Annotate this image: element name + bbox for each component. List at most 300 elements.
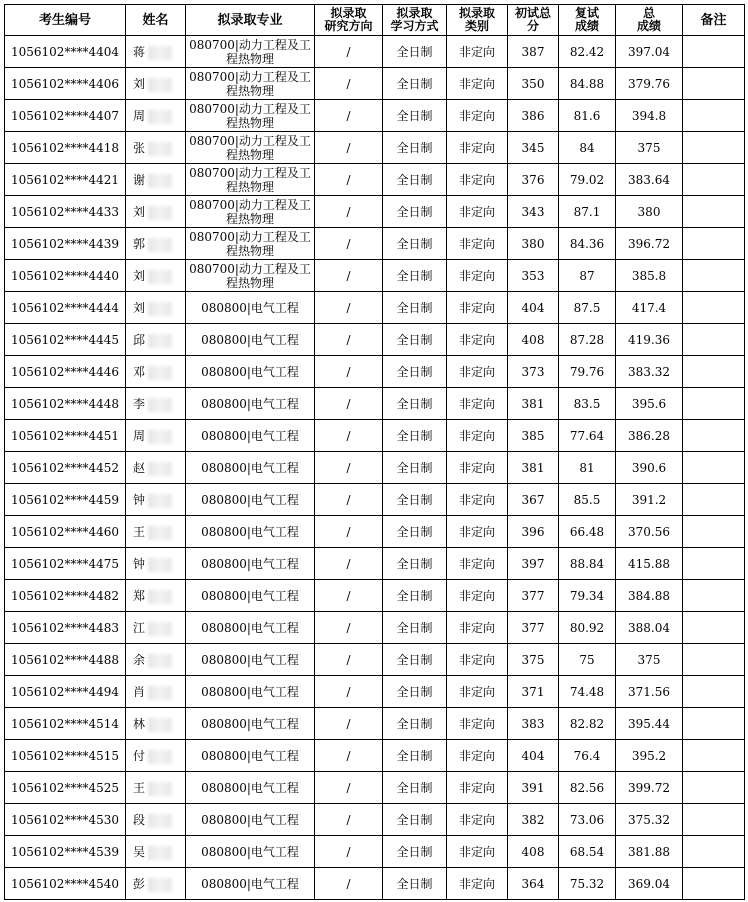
cell-category: 非定向 — [447, 676, 508, 708]
cell-major: 080800|电气工程 — [186, 484, 315, 516]
cell-category: 非定向 — [447, 548, 508, 580]
cell-direction: / — [315, 388, 383, 420]
cell-total: 419.36 — [616, 324, 683, 356]
cell-note — [683, 580, 745, 612]
cell-major: 080800|电气工程 — [186, 804, 315, 836]
cell-name — [126, 324, 186, 356]
cell-note — [683, 228, 745, 260]
name-text: 谢 — [133, 173, 146, 187]
cell-prelim: 387 — [508, 36, 559, 68]
table-row — [5, 388, 745, 420]
cell-mode: 全日制 — [383, 196, 447, 228]
name-text: 周 — [133, 429, 146, 443]
cell-retest: 77.64 — [559, 420, 616, 452]
cell-category: 非定向 — [447, 36, 508, 68]
name-redaction — [148, 398, 172, 412]
cell-total: 375 — [616, 132, 683, 164]
cell-major: 080700|动力工程及工程热物理 — [186, 132, 315, 164]
cell-name — [126, 356, 186, 388]
cell-name — [126, 804, 186, 836]
cell-name — [126, 836, 186, 868]
cell-name — [126, 484, 186, 516]
cell-id: 1056102****4439 — [5, 228, 126, 260]
cell-prelim: 371 — [508, 676, 559, 708]
table-row — [5, 548, 745, 580]
cell-name — [126, 452, 186, 484]
cell-direction: / — [315, 804, 383, 836]
header-mode: 拟录取 学习方式 — [383, 5, 447, 36]
name-redaction — [148, 46, 172, 60]
cell-mode: 全日制 — [383, 292, 447, 324]
cell-mode: 全日制 — [383, 804, 447, 836]
name-text: 邱 — [133, 333, 146, 347]
name-redaction — [148, 750, 172, 764]
cell-note — [683, 356, 745, 388]
cell-name — [126, 388, 186, 420]
cell-retest: 88.84 — [559, 548, 616, 580]
cell-id: 1056102****4421 — [5, 164, 126, 196]
cell-direction: / — [315, 484, 383, 516]
cell-retest: 84.36 — [559, 228, 616, 260]
cell-total: 375.32 — [616, 804, 683, 836]
cell-direction: / — [315, 516, 383, 548]
cell-name — [126, 292, 186, 324]
cell-direction: / — [315, 676, 383, 708]
cell-id: 1056102****4488 — [5, 644, 126, 676]
cell-id: 1056102****4406 — [5, 68, 126, 100]
cell-mode: 全日制 — [383, 260, 447, 292]
cell-note — [683, 292, 745, 324]
header-prelim: 初试总 分 — [508, 5, 559, 36]
cell-total: 379.76 — [616, 68, 683, 100]
name-text: 邓 — [133, 365, 146, 379]
table-row — [5, 484, 745, 516]
cell-note — [683, 68, 745, 100]
cell-id: 1056102****4445 — [5, 324, 126, 356]
cell-major: 080700|动力工程及工程热物理 — [186, 164, 315, 196]
cell-name — [126, 420, 186, 452]
cell-name — [126, 516, 186, 548]
name-redaction — [148, 878, 172, 892]
cell-mode: 全日制 — [383, 132, 447, 164]
table-row — [5, 772, 745, 804]
cell-direction: / — [315, 228, 383, 260]
cell-id: 1056102****4460 — [5, 516, 126, 548]
cell-retest: 82.82 — [559, 708, 616, 740]
table-row — [5, 708, 745, 740]
cell-mode: 全日制 — [383, 420, 447, 452]
cell-category: 非定向 — [447, 68, 508, 100]
cell-retest: 87.28 — [559, 324, 616, 356]
cell-category: 非定向 — [447, 196, 508, 228]
cell-major: 080700|动力工程及工程热物理 — [186, 196, 315, 228]
cell-prelim: 377 — [508, 580, 559, 612]
cell-major: 080700|动力工程及工程热物理 — [186, 260, 315, 292]
cell-note — [683, 644, 745, 676]
cell-direction: / — [315, 580, 383, 612]
name-text: 林 — [133, 717, 146, 731]
name-text: 刘 — [133, 269, 146, 283]
cell-category: 非定向 — [447, 644, 508, 676]
admission-list — [4, 4, 745, 900]
cell-major: 080800|电气工程 — [186, 740, 315, 772]
name-text: 王 — [133, 781, 146, 795]
cell-category: 非定向 — [447, 708, 508, 740]
name-redaction — [148, 334, 172, 348]
cell-category: 非定向 — [447, 356, 508, 388]
cell-id: 1056102****4515 — [5, 740, 126, 772]
cell-direction: / — [315, 324, 383, 356]
cell-major: 080800|电气工程 — [186, 356, 315, 388]
cell-major: 080800|电气工程 — [186, 548, 315, 580]
cell-name — [126, 164, 186, 196]
name-redaction — [148, 718, 172, 732]
cell-id: 1056102****4407 — [5, 100, 126, 132]
name-redaction — [148, 622, 172, 636]
table-row — [5, 100, 745, 132]
cell-prelim: 377 — [508, 612, 559, 644]
cell-prelim: 343 — [508, 196, 559, 228]
cell-direction: / — [315, 196, 383, 228]
table-row — [5, 836, 745, 868]
cell-retest: 66.48 — [559, 516, 616, 548]
cell-retest: 84.88 — [559, 68, 616, 100]
cell-category: 非定向 — [447, 836, 508, 868]
cell-retest: 75.32 — [559, 868, 616, 900]
cell-total: 381.88 — [616, 836, 683, 868]
cell-mode: 全日制 — [383, 516, 447, 548]
cell-category: 非定向 — [447, 420, 508, 452]
cell-prelim: 391 — [508, 772, 559, 804]
cell-prelim: 375 — [508, 644, 559, 676]
cell-name — [126, 228, 186, 260]
cell-note — [683, 868, 745, 900]
cell-total: 375 — [616, 644, 683, 676]
cell-major: 080800|电气工程 — [186, 420, 315, 452]
cell-direction: / — [315, 100, 383, 132]
cell-category: 非定向 — [447, 164, 508, 196]
cell-mode: 全日制 — [383, 868, 447, 900]
table-row — [5, 356, 745, 388]
cell-note — [683, 612, 745, 644]
cell-note — [683, 196, 745, 228]
cell-name — [126, 612, 186, 644]
cell-direction: / — [315, 356, 383, 388]
cell-direction: / — [315, 740, 383, 772]
cell-retest: 79.34 — [559, 580, 616, 612]
cell-major: 080800|电气工程 — [186, 772, 315, 804]
name-redaction — [148, 430, 172, 444]
cell-retest: 80.92 — [559, 612, 616, 644]
cell-major: 080800|电气工程 — [186, 676, 315, 708]
name-text: 付 — [133, 749, 146, 763]
cell-retest: 82.42 — [559, 36, 616, 68]
cell-total: 394.8 — [616, 100, 683, 132]
cell-total: 384.88 — [616, 580, 683, 612]
cell-major: 080800|电气工程 — [186, 516, 315, 548]
cell-total: 395.44 — [616, 708, 683, 740]
table-row — [5, 164, 745, 196]
cell-direction: / — [315, 548, 383, 580]
cell-mode: 全日制 — [383, 452, 447, 484]
cell-retest: 75 — [559, 644, 616, 676]
name-text: 刘 — [133, 77, 146, 91]
header-direction: 拟录取 研究方向 — [315, 5, 383, 36]
name-redaction — [148, 78, 172, 92]
cell-note — [683, 516, 745, 548]
cell-retest: 81.6 — [559, 100, 616, 132]
cell-category: 非定向 — [447, 324, 508, 356]
cell-mode: 全日制 — [383, 580, 447, 612]
cell-id: 1056102****4539 — [5, 836, 126, 868]
cell-id: 1056102****4433 — [5, 196, 126, 228]
cell-major: 080800|电气工程 — [186, 836, 315, 868]
cell-id: 1056102****4459 — [5, 484, 126, 516]
table-row — [5, 612, 745, 644]
cell-prelim: 404 — [508, 292, 559, 324]
table-row — [5, 740, 745, 772]
cell-direction: / — [315, 260, 383, 292]
header-retest: 复试 成绩 — [559, 5, 616, 36]
cell-id: 1056102****4452 — [5, 452, 126, 484]
name-text: 李 — [133, 397, 146, 411]
table-row — [5, 580, 745, 612]
name-text: 张 — [133, 141, 146, 155]
cell-total: 370.56 — [616, 516, 683, 548]
cell-total: 395.2 — [616, 740, 683, 772]
name-text: 蒋 — [133, 45, 146, 59]
cell-total: 369.04 — [616, 868, 683, 900]
cell-category: 非定向 — [447, 132, 508, 164]
cell-mode: 全日制 — [383, 836, 447, 868]
cell-total: 388.04 — [616, 612, 683, 644]
header-id: 考生编号 — [5, 5, 126, 36]
cell-mode: 全日制 — [383, 548, 447, 580]
name-redaction — [148, 270, 172, 284]
cell-name — [126, 100, 186, 132]
cell-prelim: 381 — [508, 452, 559, 484]
name-redaction — [148, 814, 172, 828]
cell-direction: / — [315, 868, 383, 900]
cell-retest: 68.54 — [559, 836, 616, 868]
name-text: 郭 — [133, 237, 146, 251]
cell-name — [126, 132, 186, 164]
cell-retest: 73.06 — [559, 804, 616, 836]
cell-mode: 全日制 — [383, 612, 447, 644]
cell-note — [683, 484, 745, 516]
table-row — [5, 36, 745, 68]
cell-direction: / — [315, 132, 383, 164]
name-text: 王 — [133, 525, 146, 539]
cell-note — [683, 676, 745, 708]
cell-retest: 87.1 — [559, 196, 616, 228]
cell-total: 390.6 — [616, 452, 683, 484]
cell-prelim: 350 — [508, 68, 559, 100]
cell-note — [683, 548, 745, 580]
name-redaction — [148, 686, 172, 700]
name-text: 周 — [133, 109, 146, 123]
cell-id: 1056102****4475 — [5, 548, 126, 580]
name-text: 彭 — [133, 877, 146, 891]
table-row — [5, 644, 745, 676]
cell-total: 385.8 — [616, 260, 683, 292]
cell-retest: 81 — [559, 452, 616, 484]
cell-major: 080800|电气工程 — [186, 612, 315, 644]
name-redaction — [148, 782, 172, 796]
cell-category: 非定向 — [447, 388, 508, 420]
cell-id: 1056102****4483 — [5, 612, 126, 644]
cell-category: 非定向 — [447, 772, 508, 804]
cell-prelim: 397 — [508, 548, 559, 580]
cell-prelim: 367 — [508, 484, 559, 516]
cell-mode: 全日制 — [383, 36, 447, 68]
cell-major: 080800|电气工程 — [186, 292, 315, 324]
cell-note — [683, 100, 745, 132]
cell-mode: 全日制 — [383, 164, 447, 196]
cell-category: 非定向 — [447, 260, 508, 292]
cell-direction: / — [315, 420, 383, 452]
cell-total: 383.32 — [616, 356, 683, 388]
cell-retest: 84 — [559, 132, 616, 164]
table-row — [5, 676, 745, 708]
table-row — [5, 804, 745, 836]
table-row — [5, 420, 745, 452]
cell-note — [683, 452, 745, 484]
cell-id: 1056102****4451 — [5, 420, 126, 452]
table-row — [5, 292, 745, 324]
name-redaction — [148, 174, 172, 188]
cell-major: 080800|电气工程 — [186, 388, 315, 420]
cell-id: 1056102****4446 — [5, 356, 126, 388]
name-text: 刘 — [133, 205, 146, 219]
cell-note — [683, 164, 745, 196]
cell-direction: / — [315, 452, 383, 484]
header-total: 总 成绩 — [616, 5, 683, 36]
cell-major: 080800|电气工程 — [186, 324, 315, 356]
name-redaction — [148, 846, 172, 860]
header-name: 姓名 — [126, 5, 186, 36]
cell-total: 395.6 — [616, 388, 683, 420]
name-redaction — [148, 494, 172, 508]
cell-mode: 全日制 — [383, 356, 447, 388]
cell-prelim: 381 — [508, 388, 559, 420]
cell-note — [683, 260, 745, 292]
cell-direction: / — [315, 836, 383, 868]
cell-id: 1056102****4482 — [5, 580, 126, 612]
cell-category: 非定向 — [447, 804, 508, 836]
cell-note — [683, 804, 745, 836]
cell-prelim: 396 — [508, 516, 559, 548]
name-text: 钟 — [133, 557, 146, 571]
name-text: 钟 — [133, 493, 146, 507]
cell-mode: 全日制 — [383, 772, 447, 804]
cell-id: 1056102****4530 — [5, 804, 126, 836]
name-text: 段 — [133, 813, 146, 827]
table-row — [5, 868, 745, 900]
cell-category: 非定向 — [447, 228, 508, 260]
cell-prelim: 364 — [508, 868, 559, 900]
cell-total: 386.28 — [616, 420, 683, 452]
cell-note — [683, 740, 745, 772]
cell-name — [126, 644, 186, 676]
name-redaction — [148, 526, 172, 540]
cell-major: 080800|电气工程 — [186, 708, 315, 740]
cell-category: 非定向 — [447, 516, 508, 548]
cell-total: 399.72 — [616, 772, 683, 804]
cell-category: 非定向 — [447, 868, 508, 900]
cell-id: 1056102****4514 — [5, 708, 126, 740]
table-row — [5, 452, 745, 484]
cell-name — [126, 740, 186, 772]
cell-category: 非定向 — [447, 484, 508, 516]
cell-total: 371.56 — [616, 676, 683, 708]
table-row — [5, 68, 745, 100]
cell-mode: 全日制 — [383, 100, 447, 132]
cell-name — [126, 676, 186, 708]
header-row — [5, 5, 745, 36]
cell-mode: 全日制 — [383, 708, 447, 740]
table-row — [5, 516, 745, 548]
cell-name — [126, 772, 186, 804]
cell-prelim: 380 — [508, 228, 559, 260]
cell-prelim: 382 — [508, 804, 559, 836]
cell-total: 417.4 — [616, 292, 683, 324]
cell-name — [126, 548, 186, 580]
cell-major: 080700|动力工程及工程热物理 — [186, 36, 315, 68]
cell-category: 非定向 — [447, 452, 508, 484]
cell-direction: / — [315, 292, 383, 324]
table-row — [5, 196, 745, 228]
cell-mode: 全日制 — [383, 740, 447, 772]
name-text: 赵 — [133, 461, 146, 475]
cell-prelim: 386 — [508, 100, 559, 132]
cell-total: 397.04 — [616, 36, 683, 68]
table-row — [5, 260, 745, 292]
cell-major: 080800|电气工程 — [186, 452, 315, 484]
cell-name — [126, 868, 186, 900]
table-row — [5, 132, 745, 164]
cell-major: 080800|电气工程 — [186, 580, 315, 612]
cell-direction: / — [315, 644, 383, 676]
cell-total: 415.88 — [616, 548, 683, 580]
cell-id: 1056102****4494 — [5, 676, 126, 708]
cell-direction: / — [315, 68, 383, 100]
cell-note — [683, 132, 745, 164]
cell-major: 080800|电气工程 — [186, 644, 315, 676]
cell-total: 391.2 — [616, 484, 683, 516]
cell-mode: 全日制 — [383, 644, 447, 676]
cell-prelim: 404 — [508, 740, 559, 772]
cell-retest: 76.4 — [559, 740, 616, 772]
cell-note — [683, 708, 745, 740]
cell-retest: 87 — [559, 260, 616, 292]
cell-direction: / — [315, 612, 383, 644]
name-redaction — [148, 302, 172, 316]
cell-mode: 全日制 — [383, 324, 447, 356]
cell-prelim: 376 — [508, 164, 559, 196]
name-redaction — [148, 366, 172, 380]
cell-total: 383.64 — [616, 164, 683, 196]
cell-note — [683, 36, 745, 68]
cell-note — [683, 772, 745, 804]
cell-note — [683, 324, 745, 356]
cell-mode: 全日制 — [383, 388, 447, 420]
cell-total: 380 — [616, 196, 683, 228]
cell-prelim: 353 — [508, 260, 559, 292]
name-redaction — [148, 590, 172, 604]
cell-name — [126, 580, 186, 612]
cell-category: 非定向 — [447, 292, 508, 324]
